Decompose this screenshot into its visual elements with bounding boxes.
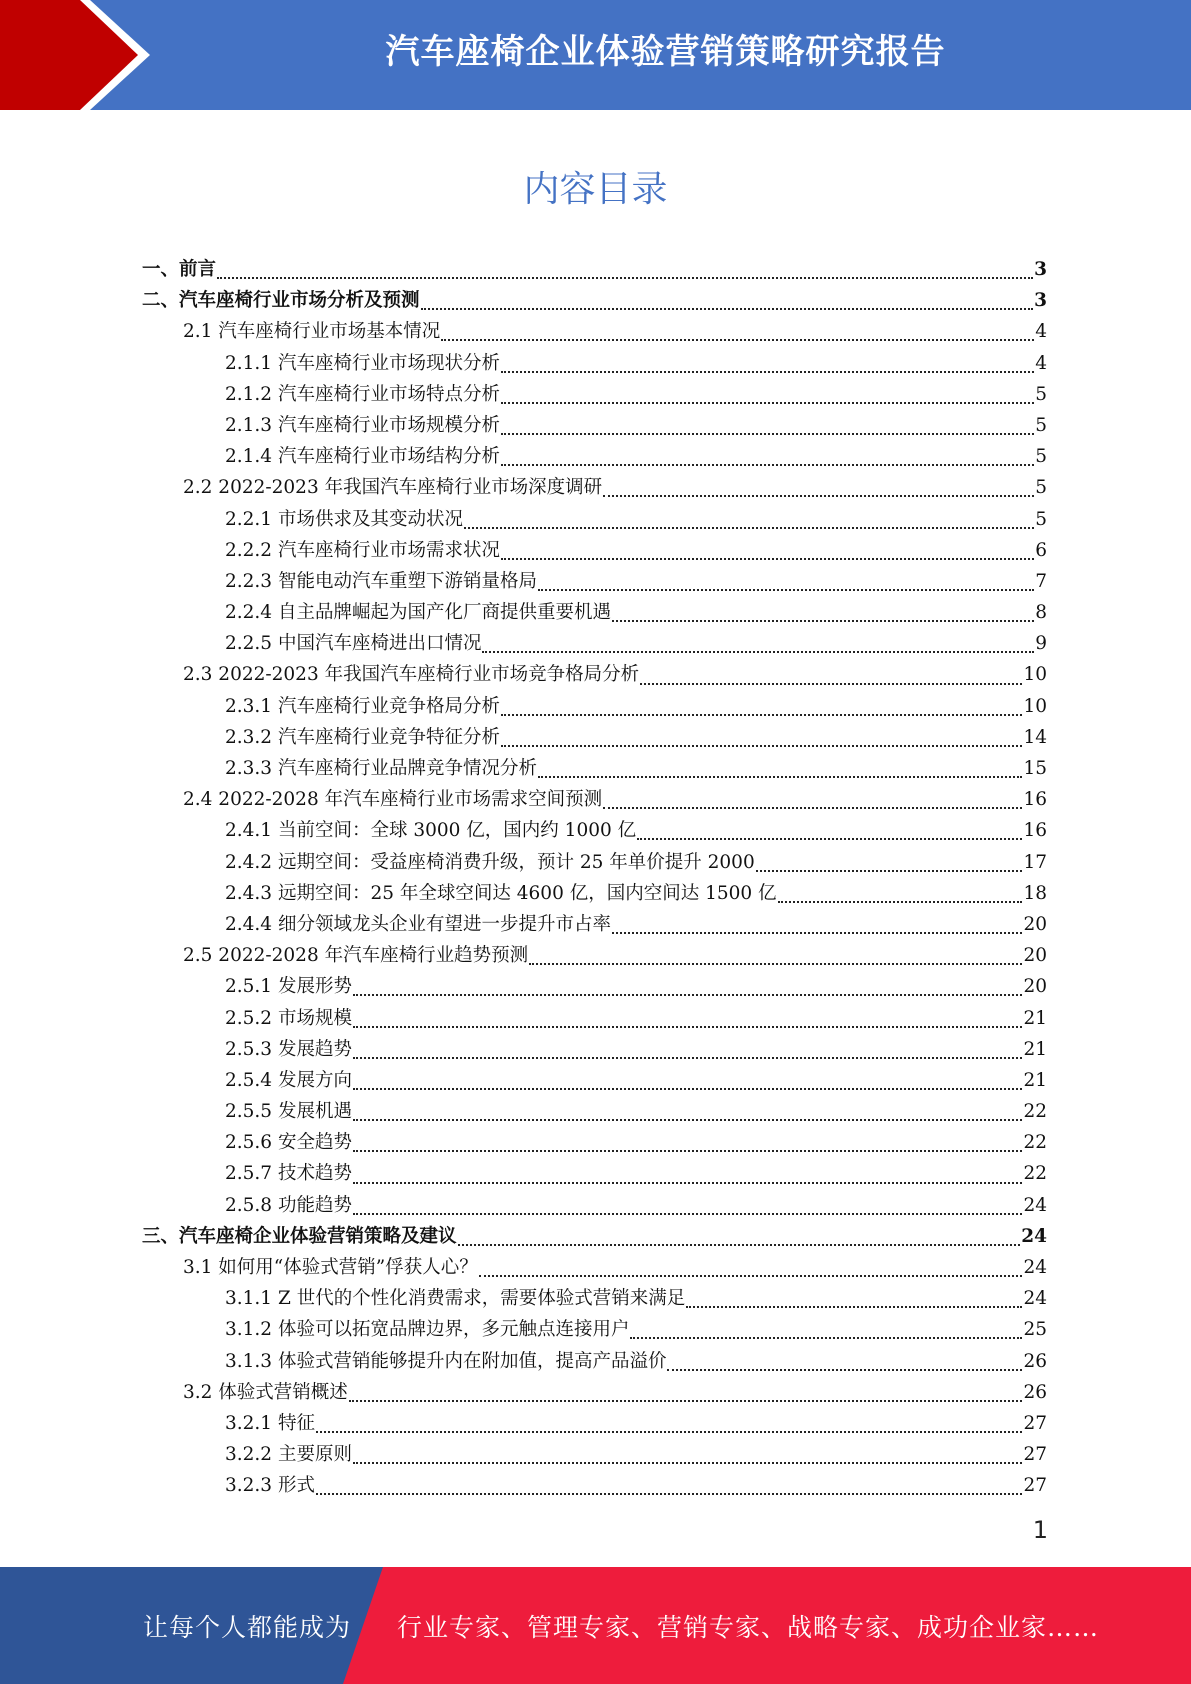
toc-entry[interactable] — [142, 1252, 1047, 1283]
toc-dot-leader — [501, 401, 1034, 404]
toc-entry[interactable] — [142, 940, 1047, 971]
toc-entry[interactable] — [142, 348, 1047, 379]
toc-entry[interactable] — [142, 1065, 1047, 1096]
toc-entry[interactable] — [142, 566, 1047, 597]
toc-entry[interactable] — [142, 1190, 1047, 1221]
toc-dot-leader — [538, 588, 1034, 591]
toc-entry-title: 2.5.4 发展方向 — [225, 1069, 352, 1091]
toc-dot-leader — [353, 1181, 1023, 1184]
toc-dot-leader — [441, 338, 1034, 341]
toc-entry-page: 22 — [1023, 1101, 1047, 1123]
toc-entry-title: 2.1.1 汽车座椅行业市场现状分析 — [225, 352, 500, 374]
toc-entry[interactable] — [142, 1096, 1047, 1127]
toc-entry-page: 26 — [1023, 1381, 1047, 1403]
toc-entry-page: 6 — [1035, 539, 1047, 561]
toc-entry-title: 2.2.5 中国汽车座椅进出口情况 — [225, 633, 482, 655]
toc-entry-page: 24 — [1023, 1257, 1047, 1278]
toc-entry[interactable] — [142, 784, 1047, 815]
toc-entry[interactable] — [142, 1127, 1047, 1158]
toc-entry[interactable] — [142, 753, 1047, 784]
toc-entry[interactable] — [142, 316, 1047, 347]
toc-dot-leader — [501, 370, 1034, 373]
toc-entry-title: 2.4.2 远期空间：受益座椅消费升级，预计 25 年单价提升 2000 — [225, 851, 755, 873]
toc-entry-title: 2.2.3 智能电动汽车重塑下游销量格局 — [225, 570, 537, 592]
toc-dot-leader — [479, 1274, 1023, 1277]
toc-dot-leader — [501, 713, 1022, 716]
page-number: 1 — [1032, 1516, 1048, 1544]
toc-dot-leader — [667, 1368, 1022, 1371]
toc-dot-leader — [501, 557, 1034, 560]
toc-entry-title: 2.1.2 汽车座椅行业市场特点分析 — [225, 383, 500, 405]
toc-entry-title: 2.5.5 发展机遇 — [225, 1101, 352, 1123]
toc-entry[interactable] — [142, 472, 1047, 503]
toc-entry[interactable] — [142, 441, 1047, 472]
toc-entry-page: 27 — [1023, 1475, 1047, 1497]
toc-entry-page: 5 — [1035, 414, 1047, 436]
toc-dot-leader — [353, 1056, 1023, 1059]
table-of-contents — [142, 254, 1047, 1502]
toc-entry-page: 25 — [1023, 1319, 1047, 1341]
toc-entry-title: 2.5.6 安全趋势 — [225, 1132, 352, 1154]
toc-heading: 内容目录 — [523, 169, 668, 210]
toc-entry-page: 20 — [1023, 976, 1047, 998]
toc-dot-leader — [501, 432, 1034, 435]
toc-entry-page: 16 — [1023, 789, 1047, 811]
toc-dot-leader — [630, 1336, 1022, 1339]
toc-entry-title: 二、汽车座椅行业市场分析及预测 — [142, 290, 420, 312]
toc-entry-page: 20 — [1023, 945, 1047, 967]
toc-entry[interactable] — [142, 909, 1047, 940]
toc-entry-title: 2.5.8 功能趋势 — [225, 1194, 352, 1216]
toc-entry-page: 8 — [1035, 602, 1047, 624]
toc-entry-page: 9 — [1035, 633, 1047, 655]
toc-dot-leader — [316, 1430, 1023, 1433]
toc-entry-title: 2.3 2022-2023 年我国汽车座椅行业市场竞争格局分析 — [183, 664, 640, 686]
toc-entry[interactable] — [142, 691, 1047, 722]
toc-entry-page: 18 — [1023, 882, 1047, 904]
toc-entry-title: 2.1.4 汽车座椅行业市场结构分析 — [225, 446, 500, 468]
toc-entry-title: 3.2.3 形式 — [225, 1475, 315, 1497]
toc-entry-page: 16 — [1023, 820, 1047, 842]
toc-entry[interactable] — [142, 379, 1047, 410]
toc-entry-page: 5 — [1035, 508, 1047, 530]
toc-entry-title: 2.2.2 汽车座椅行业市场需求状况 — [225, 539, 500, 561]
toc-entry[interactable] — [142, 1470, 1047, 1501]
report-title: 汽车座椅企业体验营销策略研究报告 — [385, 32, 946, 72]
toc-dot-leader — [756, 869, 1023, 872]
toc-entry-title: 2.4 2022-2028 年汽车座椅行业市场需求空间预测 — [183, 789, 603, 811]
toc-entry-page: 17 — [1023, 851, 1047, 873]
toc-dot-leader — [353, 1118, 1023, 1121]
toc-entry[interactable] — [142, 410, 1047, 441]
toc-entry-title: 2.3.1 汽车座椅行业竞争格局分析 — [225, 695, 500, 717]
toc-dot-leader — [458, 1243, 1021, 1246]
toc-dot-leader — [501, 463, 1034, 466]
toc-entry-page: 5 — [1035, 477, 1047, 499]
toc-dot-leader — [316, 1492, 1023, 1495]
toc-dot-leader — [501, 744, 1022, 747]
toc-dot-leader — [612, 931, 1022, 934]
toc-entry-title: 3.2 体验式营销概述 — [183, 1381, 348, 1403]
toc-entry-title: 2.3.3 汽车座椅行业品牌竞争情况分析 — [225, 758, 537, 779]
toc-dot-leader — [353, 1149, 1023, 1152]
toc-entry-title: 2.5 2022-2028 年汽车座椅行业趋势预测 — [183, 945, 529, 967]
toc-entry-page: 22 — [1023, 1163, 1047, 1185]
toc-entry-page: 10 — [1023, 695, 1047, 717]
toc-entry-page: 3 — [1034, 290, 1047, 312]
toc-entry-title: 2.1.3 汽车座椅行业市场规模分析 — [225, 414, 500, 436]
toc-entry-page: 15 — [1023, 758, 1047, 779]
toc-entry-page: 4 — [1035, 321, 1047, 343]
toc-entry[interactable] — [142, 1377, 1047, 1408]
toc-entry[interactable] — [142, 659, 1047, 690]
toc-dot-leader — [637, 837, 1022, 840]
toc-dot-leader — [612, 619, 1034, 622]
toc-dot-leader — [603, 494, 1034, 497]
toc-entry-title: 3.1.1 Z 世代的个性化消费需求，需要体验式营销来满足 — [225, 1288, 686, 1310]
toc-dot-leader — [353, 993, 1023, 996]
toc-entry-page: 27 — [1023, 1412, 1047, 1434]
toc-dot-leader — [603, 806, 1022, 809]
toc-dot-leader — [353, 1087, 1023, 1090]
toc-entry[interactable] — [142, 815, 1047, 846]
toc-entry[interactable] — [142, 878, 1047, 909]
toc-dot-leader — [353, 1025, 1023, 1028]
toc-entry-title: 2.4.1 当前空间：全球 3000 亿，国内约 1000 亿 — [225, 820, 637, 842]
toc-entry-page: 7 — [1035, 570, 1047, 592]
toc-entry-page: 22 — [1023, 1132, 1047, 1154]
toc-entry-page: 20 — [1023, 913, 1047, 935]
toc-dot-leader — [640, 682, 1022, 685]
toc-dot-leader — [529, 962, 1022, 965]
toc-dot-leader — [353, 1212, 1023, 1215]
toc-entry[interactable] — [142, 285, 1047, 316]
toc-entry-title: 3.1.3 体验式营销能够提升内在附加值，提高产品溢价 — [225, 1350, 667, 1372]
toc-entry[interactable] — [142, 1346, 1047, 1377]
toc-dot-leader — [421, 307, 1034, 310]
toc-dot-leader — [482, 650, 1034, 653]
toc-entry-title: 3.1 如何用“体验式营销”俘获人心？ — [183, 1257, 478, 1278]
toc-entry-page: 5 — [1035, 383, 1047, 405]
toc-dot-leader — [464, 526, 1034, 529]
toc-dot-leader — [538, 775, 1022, 778]
toc-entry-page: 24 — [1023, 1194, 1047, 1216]
footer-slogan-left: 让每个人都能成为 — [143, 1613, 352, 1642]
toc-entry[interactable] — [142, 1314, 1047, 1345]
toc-entry-title: 2.5.7 技术趋势 — [225, 1163, 352, 1185]
toc-entry-title: 2.1 汽车座椅行业市场基本情况 — [183, 321, 441, 343]
toc-entry-title: 3.2.2 主要原则 — [225, 1444, 352, 1466]
toc-entry[interactable] — [142, 1221, 1047, 1252]
toc-entry[interactable] — [142, 628, 1047, 659]
toc-entry-page: 21 — [1023, 1038, 1047, 1060]
toc-entry-title: 2.4.3 远期空间：25 年全球空间达 4600 亿，国内空间达 1500 亿 — [225, 882, 777, 904]
toc-dot-leader — [778, 900, 1023, 903]
toc-entry[interactable] — [142, 597, 1047, 628]
toc-entry[interactable] — [142, 1283, 1047, 1314]
toc-entry[interactable] — [142, 971, 1047, 1002]
toc-entry-title: 2.5.2 市场规模 — [225, 1007, 352, 1029]
toc-entry[interactable] — [142, 847, 1047, 878]
toc-entry-title: 2.5.1 发展形势 — [225, 976, 352, 998]
toc-entry[interactable] — [142, 1439, 1047, 1470]
toc-entry-title: 2.5.3 发展趋势 — [225, 1038, 352, 1060]
page-footer — [0, 1567, 1191, 1684]
toc-entry-page: 24 — [1023, 1288, 1047, 1310]
toc-entry-page: 3 — [1034, 259, 1047, 280]
toc-entry-title: 2.4.4 细分领域龙头企业有望进一步提升市占率 — [225, 913, 611, 935]
toc-entry-title: 2.2 2022-2023 年我国汽车座椅行业市场深度调研 — [183, 477, 603, 499]
toc-entry-page: 14 — [1023, 726, 1047, 748]
toc-entry[interactable] — [142, 1408, 1047, 1439]
toc-dot-leader — [217, 276, 1033, 279]
footer-slogan-right: 行业专家、管理专家、营销专家、战略专家、成功企业家…… — [397, 1613, 1100, 1642]
page-header — [0, 0, 1191, 110]
toc-entry-page: 4 — [1035, 352, 1047, 374]
toc-entry-page: 10 — [1023, 664, 1047, 686]
toc-entry-page: 21 — [1023, 1069, 1047, 1091]
toc-dot-leader — [353, 1461, 1023, 1464]
toc-entry-title: 2.3.2 汽车座椅行业竞争特征分析 — [225, 726, 500, 748]
toc-entry-page: 27 — [1023, 1444, 1047, 1466]
toc-entry-title: 三、汽车座椅企业体验营销策略及建议 — [142, 1225, 457, 1247]
toc-entry-title: 2.2.4 自主品牌崛起为国产化厂商提供重要机遇 — [225, 602, 611, 624]
toc-entry-page: 21 — [1023, 1007, 1047, 1029]
toc-entry-title: 3.2.1 特征 — [225, 1412, 315, 1434]
toc-entry[interactable] — [142, 254, 1047, 285]
toc-entry-title: 一、前言 — [142, 259, 217, 280]
toc-entry-title: 2.2.1 市场供求及其变动状况 — [225, 508, 463, 530]
toc-entry[interactable] — [142, 1003, 1047, 1034]
toc-entry[interactable] — [142, 1034, 1047, 1065]
toc-entry[interactable] — [142, 504, 1047, 535]
toc-dot-leader — [686, 1305, 1022, 1308]
toc-entry[interactable] — [142, 1158, 1047, 1189]
toc-entry[interactable] — [142, 535, 1047, 566]
toc-entry-page: 5 — [1035, 446, 1047, 468]
toc-entry[interactable] — [142, 722, 1047, 753]
toc-dot-leader — [349, 1399, 1023, 1402]
toc-entry-page: 26 — [1023, 1350, 1047, 1372]
toc-entry-title: 3.1.2 体验可以拓宽品牌边界，多元触点连接用户 — [225, 1319, 630, 1341]
toc-entry-page: 24 — [1021, 1225, 1047, 1247]
